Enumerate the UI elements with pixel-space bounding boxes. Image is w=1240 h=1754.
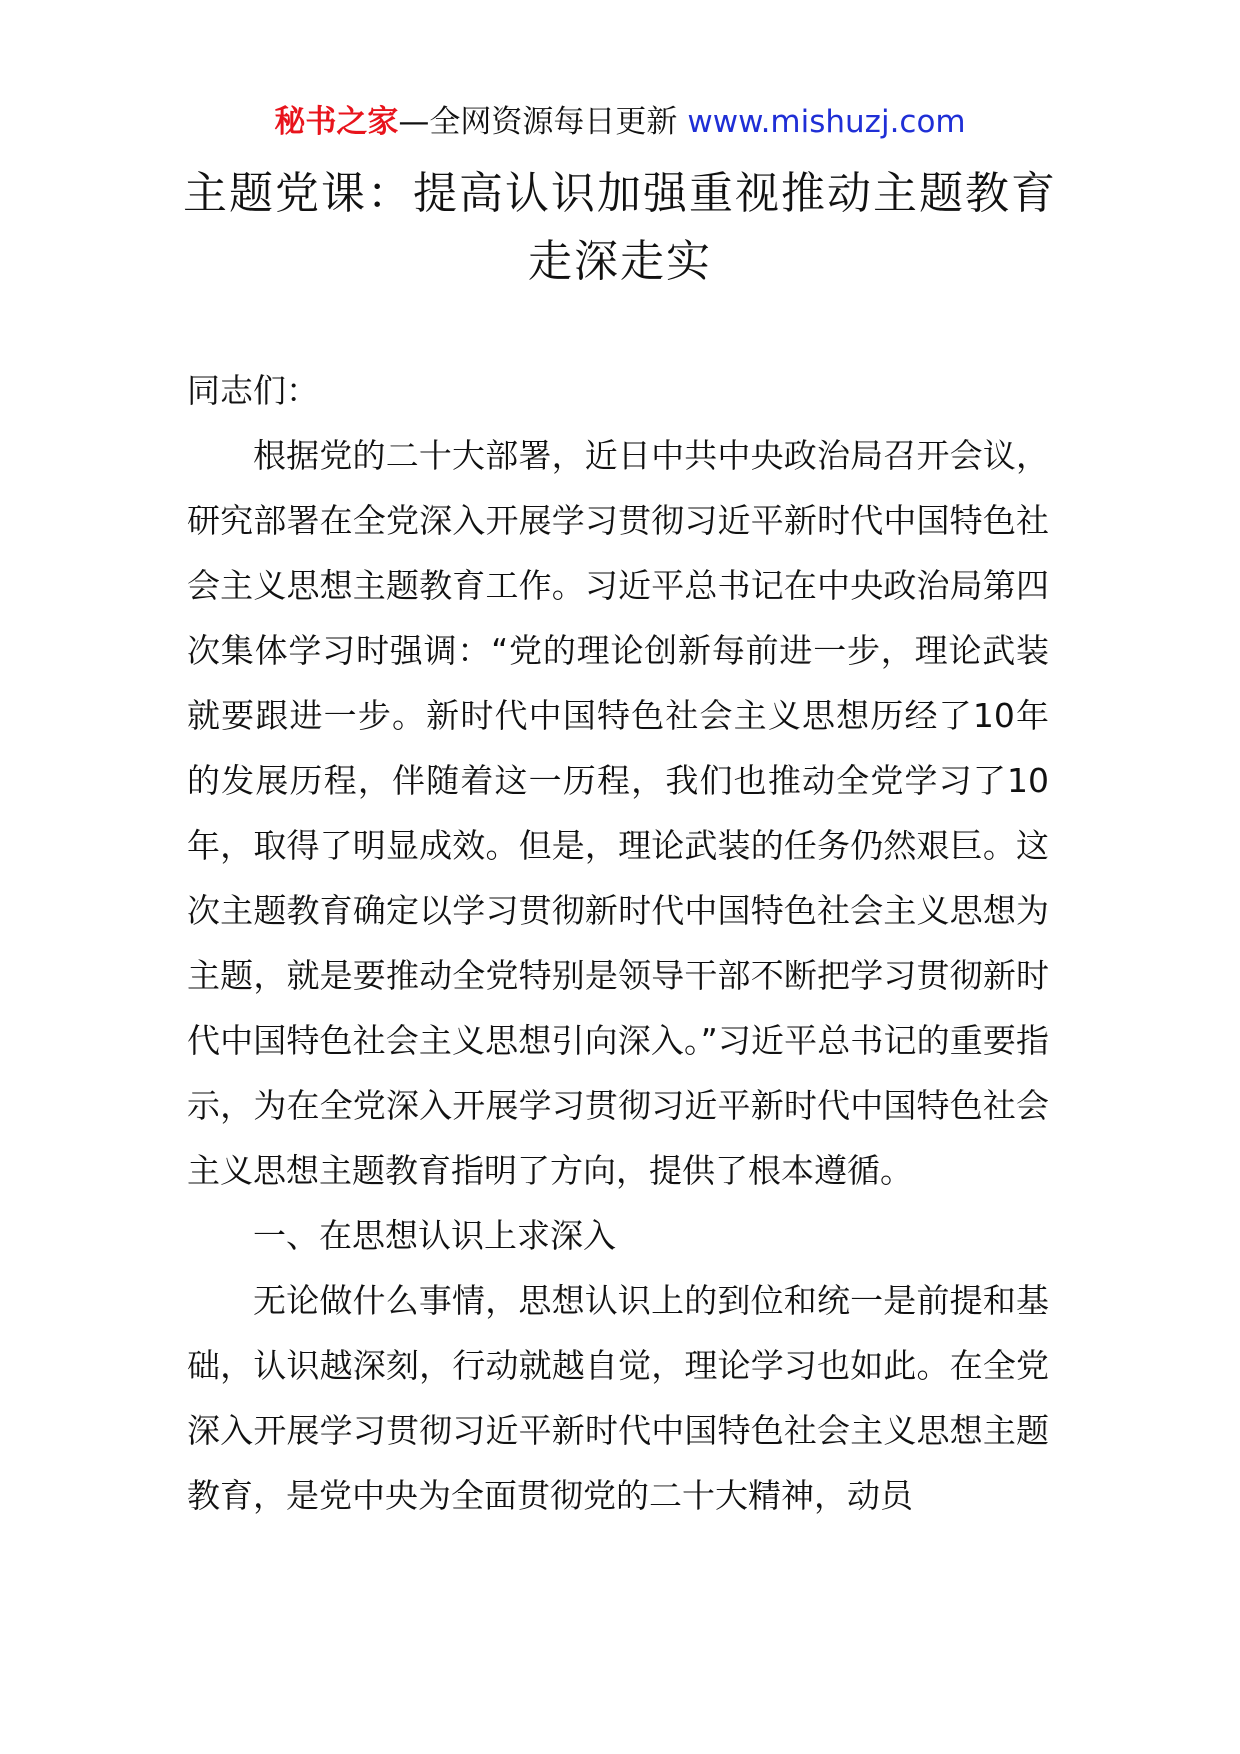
header-tagline: —全网资源每日更新 (398, 104, 678, 140)
paragraph-section-one: 无论做什么事情，思想认识上的到位和统一是前提和基础，认识越深刻，行动就越自觉，理论学习也如此。在全党深入开展学习贯彻习近平新时代中国特色社会主义思想主题教育，是党中央为全面贯彻党的二十大精神，动员 (187, 1281, 1049, 1515)
document-body (187, 358, 1049, 1528)
site-header (0, 100, 1240, 144)
paragraph-intro: 根据党的二十大部署，近日中共中央政治局召开会议，研究部署在全党深入开展学习贯彻习近平新时代中国特色社会主义思想主题教育工作。习近平总书记在中央政治局第四次集体学习时强调：“党的理论创新每前进一步，理论武装就要跟进一步。新时代中国特色社会主义思想历经了10年的发展历程，伴随着这一历程，我们也推动全党学习了10年，取得了明显成效。但是，理论武装的任务仍然艰巨。这次主题教育确定以学习贯彻新时代中国特色社会主义思想为主题，就是要推动全党特别是领导干部不断把学习贯彻新时代中国特色社会主义思想引向深入。”习近平总书记的重要指示，为在全党深入开展学习贯彻习近平新时代中国特色社会主义思想主题教育指明了方向，提供了根本遵循。 (187, 436, 1049, 1190)
salutation: 同志们： (187, 371, 319, 410)
brand-name: 秘书之家 (274, 104, 399, 140)
site-url-link[interactable]: www.mishuzj.com (687, 104, 966, 140)
section-heading: 一、在思想认识上求深入 (253, 1216, 616, 1255)
document-title: 主题党课：提高认识加强重视推动主题教育走深走实 (183, 168, 1057, 287)
